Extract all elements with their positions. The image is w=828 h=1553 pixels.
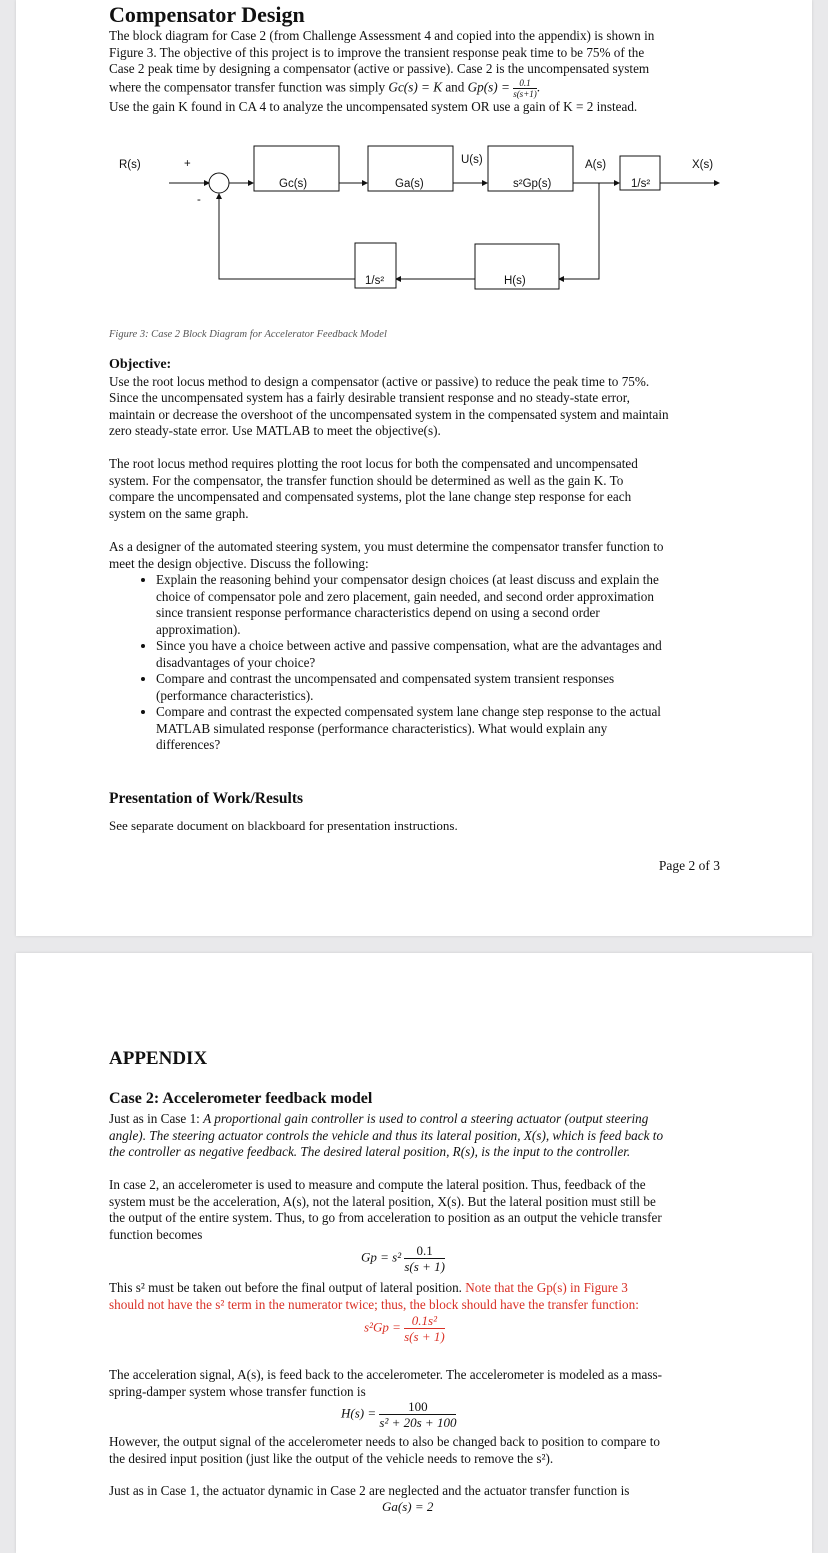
gc-label: Gc(s) bbox=[279, 178, 308, 190]
list-item-line: Compare and contrast the uncompensated and compensated system transient responses bbox=[156, 671, 615, 686]
gp-fraction-denominator: s(s+1) bbox=[513, 88, 537, 99]
equation-fraction bbox=[404, 1243, 445, 1274]
case1-italic: A proportional gain controller is used to control a steering actuator (output steering bbox=[203, 1111, 649, 1126]
objective-line: Use the root locus method to design a compensator (active or passive) to reduce the peak time to 75%. bbox=[109, 373, 650, 389]
list-item bbox=[156, 704, 721, 754]
integrator-feedback-label: 1/s² bbox=[365, 275, 385, 287]
intro-line bbox=[109, 78, 721, 99]
intro-paragraph bbox=[109, 28, 721, 115]
intro-line: The block diagram for Case 2 (from Challenge Assessment 4 and copied into the appendix) is shown in bbox=[109, 28, 655, 43]
objective-line: Since the uncompensated system has a fairly desirable transient response and no steady-state error, bbox=[109, 390, 630, 405]
list-item-line: differences? bbox=[156, 737, 221, 752]
case1-italic: angle). The steering actuator controls the vehicle and thus its lateral position, X(s), which is feed back to bbox=[109, 1127, 664, 1143]
list-item bbox=[156, 638, 721, 671]
s2gp-label: s²Gp(s) bbox=[513, 178, 552, 190]
s2-text: This s² must be taken out before the final output of lateral position. bbox=[109, 1280, 466, 1295]
case1-paragraph bbox=[109, 1111, 721, 1161]
case1-line bbox=[109, 1144, 721, 1161]
objective-line: zero steady-state error. Use MATLAB to meet the objective(s). bbox=[109, 423, 441, 438]
designer-paragraph bbox=[109, 539, 721, 754]
case2-heading: Case 2: Accelerometer feedback model bbox=[109, 1090, 373, 1107]
s2-note-line: should not have the s² term in the numerator twice; thus, the block should have the transfer function: bbox=[109, 1296, 639, 1312]
discussion-list bbox=[109, 572, 721, 754]
list-item-line: approximation). bbox=[156, 621, 241, 637]
s2-note: Note that the Gp(s) in Figure 3 bbox=[465, 1280, 628, 1295]
root-locus-line: compare the uncompensated and compensated systems, plot the lane change step response for each bbox=[109, 489, 632, 504]
accel-line: system must be the acceleration, A(s), not the lateral position, X(s). But the lateral position must still be bbox=[109, 1193, 656, 1209]
document-page-2 bbox=[16, 953, 812, 1553]
plus-sign: + bbox=[184, 158, 191, 170]
case1-prefix: Just as in Case 1: bbox=[109, 1111, 204, 1126]
as-label: A(s) bbox=[585, 159, 607, 171]
intro-line: Figure 3. The objective of this project is to improve the transient response peak time to be 75% of the bbox=[109, 44, 645, 60]
accel-line: the output of the entire system. Thus, to go from acceleration to position as an output the vehicle transfer bbox=[109, 1210, 662, 1225]
gp-fraction bbox=[513, 78, 537, 99]
accel-signal-line: spring-damper system whose transfer function is bbox=[109, 1383, 366, 1399]
s2-line bbox=[109, 1280, 721, 1297]
designer-line: meet the design objective. Discuss the following: bbox=[109, 555, 369, 571]
equation-s2gp bbox=[364, 1313, 445, 1344]
objective-section bbox=[109, 357, 721, 440]
presentation-text: See separate document on blackboard for presentation instructions. bbox=[109, 818, 458, 833]
list-item-line: disadvantages of your choice? bbox=[156, 654, 316, 670]
case1-line bbox=[109, 1111, 721, 1128]
list-item-line: Since you have a choice between active and passive compensation, what are the advantages and bbox=[156, 638, 662, 653]
list-item-line: (performance characteristics). bbox=[156, 687, 314, 703]
actuator-line: Just as in Case 1, the actuator dynamic in Case 2 are neglected and the actuator transfer function is bbox=[109, 1483, 630, 1498]
acceleration-signal-paragraph bbox=[109, 1367, 721, 1400]
equation-numerator: 0.1s² bbox=[404, 1313, 445, 1329]
equation-gp bbox=[361, 1243, 445, 1274]
figure-caption: Figure 3: Case 2 Block Diagram for Accelerator Feedback Model bbox=[109, 329, 387, 340]
intro-text: where the compensator transfer function was simply bbox=[109, 79, 389, 95]
equation-denominator: s(s + 1) bbox=[404, 1329, 445, 1344]
root-locus-line: The root locus method requires plotting the root locus for both the compensated and uncompensated bbox=[109, 456, 638, 471]
gc-expression: Gc(s) = K bbox=[388, 79, 443, 95]
equation-denominator: s² + 20s + 100 bbox=[379, 1415, 457, 1430]
equation-numerator: 0.1 bbox=[404, 1243, 445, 1259]
us-label: U(s) bbox=[461, 154, 483, 166]
feedback-return-line bbox=[219, 194, 355, 279]
however-line: However, the output signal of the accelerometer needs to also be changed back to position to compare to bbox=[109, 1434, 660, 1449]
case1-line bbox=[109, 1128, 721, 1145]
list-item-line: since transient response performance characteristics depend on using a second order bbox=[156, 605, 600, 620]
accel-signal-line: The acceleration signal, A(s), is feed back to the accelerometer. The accelerometer is modeled as a mass- bbox=[109, 1367, 663, 1382]
xs-label: X(s) bbox=[692, 159, 714, 171]
equation-denominator: s(s + 1) bbox=[404, 1259, 445, 1274]
gain-line: Use the gain K found in CA 4 to analyze the uncompensated system OR use a gain of K = 2 instead. bbox=[109, 98, 638, 114]
equation-lhs: Gp = s² bbox=[361, 1249, 402, 1265]
minus-sign: - bbox=[197, 194, 201, 206]
accelerometer-paragraph bbox=[109, 1177, 721, 1243]
however-paragraph bbox=[109, 1434, 721, 1467]
objective-heading: Objective: bbox=[109, 357, 172, 372]
root-locus-paragraph bbox=[109, 456, 721, 522]
list-item-line: MATLAB simulated response (performance characteristics). What would explain any bbox=[156, 720, 608, 736]
block-diagram-svg bbox=[109, 145, 729, 325]
equation-fraction bbox=[379, 1399, 456, 1430]
designer-line: As a designer of the automated steering system, you must determine the compensator transfer function to bbox=[109, 539, 664, 554]
summing-junction bbox=[209, 173, 229, 193]
ga-label: Ga(s) bbox=[395, 178, 424, 190]
case1-italic: the controller as negative feedback. The desired lateral position, R(s), is the input to the controller. bbox=[109, 1144, 631, 1159]
presentation-heading: Presentation of Work/Results bbox=[109, 790, 304, 807]
list-item bbox=[156, 671, 721, 704]
root-locus-line: system on the same graph. bbox=[109, 505, 249, 521]
actuator-paragraph bbox=[109, 1483, 721, 1500]
list-item-line: Explain the reasoning behind your compensator design choices (at least discuss and explain the bbox=[156, 572, 659, 587]
list-item bbox=[156, 572, 721, 638]
h-label: H(s) bbox=[504, 275, 526, 287]
integrator-forward-label: 1/s² bbox=[631, 178, 651, 190]
page-number: Page 2 of 3 bbox=[658, 858, 720, 873]
s2-paragraph bbox=[109, 1280, 721, 1313]
intro-text: . bbox=[536, 79, 541, 95]
gp-expression: Gp(s) = bbox=[467, 79, 514, 95]
objective-line: maintain or decrease the overshoot of the uncompensated system in the compensated system and maintain bbox=[109, 406, 669, 422]
equation-h bbox=[341, 1399, 456, 1430]
however-line: the desired input position (just like the output of the vehicle needs to remove the s²). bbox=[109, 1450, 554, 1466]
intro-line: Case 2 peak time by designing a compensator (active or passive). Case 2 is the uncompensated system bbox=[109, 61, 650, 76]
gp-fraction-numerator: 0.1 bbox=[513, 78, 537, 89]
list-item-line: choice of compensator pole and zero placement, gain needed, and second order approximation bbox=[156, 588, 654, 604]
document-page-1 bbox=[16, 0, 812, 936]
page-title: Compensator Design bbox=[109, 2, 305, 27]
list-item-line: Compare and contrast the expected compensated system lane change step response to the actual bbox=[156, 704, 661, 719]
accel-line: function becomes bbox=[109, 1226, 203, 1242]
equation-fraction bbox=[404, 1313, 445, 1344]
feedback-takeoff-line bbox=[559, 183, 599, 279]
appendix-heading: APPENDIX bbox=[109, 1048, 208, 1069]
equation-lhs: s²Gp = bbox=[364, 1319, 401, 1335]
accel-line: In case 2, an accelerometer is used to measure and compute the lateral position. Thus, feedback of the bbox=[109, 1177, 646, 1192]
intro-text: and bbox=[442, 79, 468, 95]
rs-label: R(s) bbox=[119, 159, 141, 171]
equation-ga: Ga(s) = 2 bbox=[382, 1499, 434, 1514]
root-locus-line: system. For the compensator, the transfer function should be determined as well as the gain K. To bbox=[109, 472, 624, 488]
equation-numerator: 100 bbox=[379, 1399, 456, 1415]
equation-lhs: H(s) = bbox=[341, 1405, 377, 1421]
block-diagram bbox=[109, 145, 729, 325]
